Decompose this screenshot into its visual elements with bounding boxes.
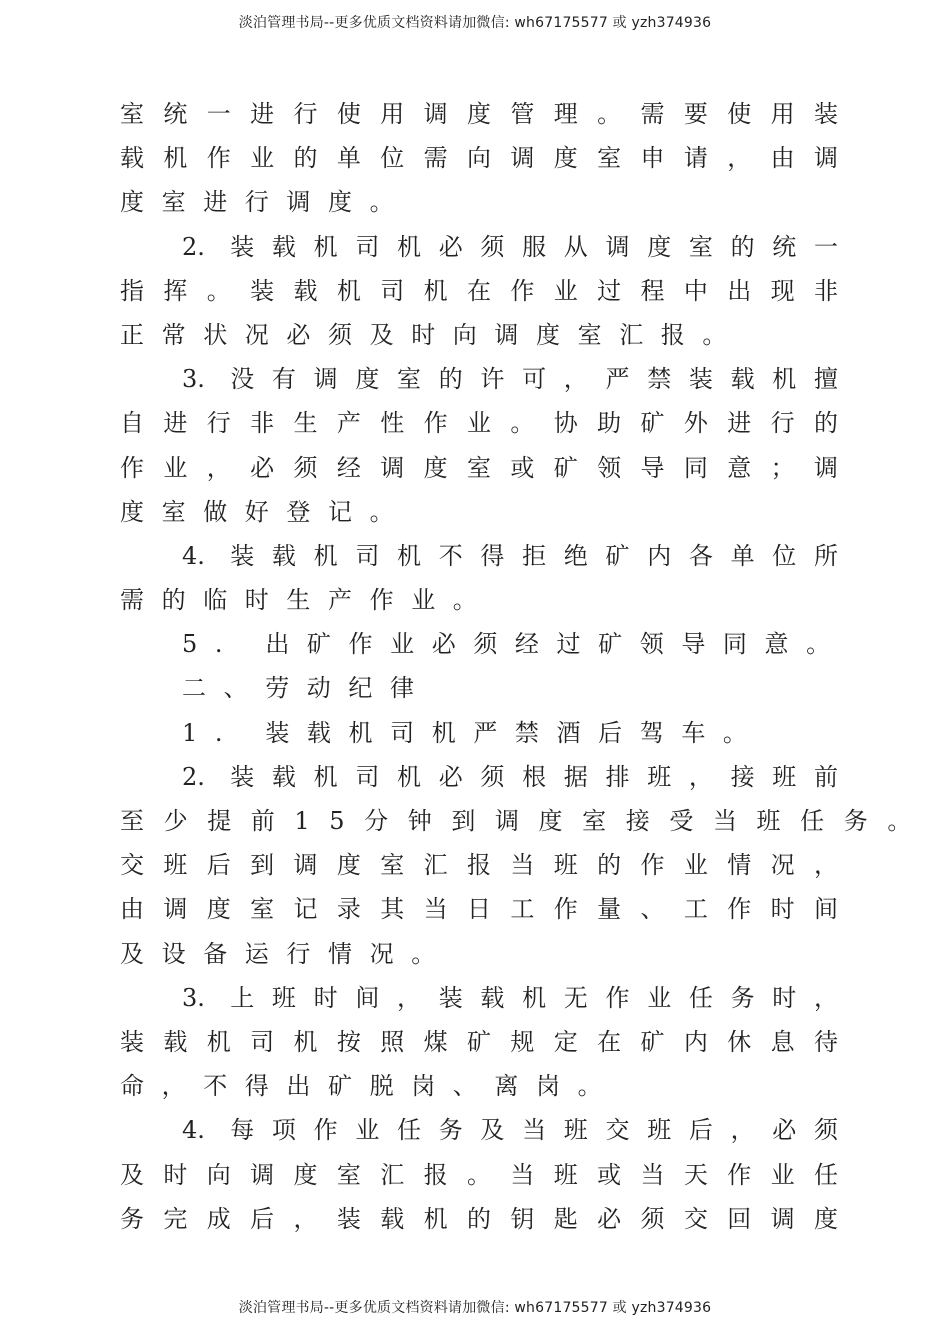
text-line: 2. 装载机司机必须服从调度室的统一 <box>182 232 838 261</box>
text-line: 交班后到调度室汇报当班的作业情况， <box>120 851 838 880</box>
text-line: 及时向调度室汇报。当班或当天作业任 <box>120 1160 838 1189</box>
text-line: 需的临时生产作业。 <box>120 586 495 615</box>
text-line: 务完成后，装载机的钥匙必须交回调度 <box>120 1204 838 1233</box>
text-line: 由调度室记录其当日工作量、工作时间 <box>120 895 838 924</box>
text-line: 2. 装载机司机必须根据排班，接班前 <box>182 762 838 791</box>
text-line: 1. 装载机司机严禁酒后驾车。 <box>182 718 765 747</box>
text-line: 自进行非生产性作业。协助矿外进行的 <box>120 409 838 438</box>
text-line: 指挥。装载机司机在作业过程中出现非 <box>120 276 838 305</box>
page-header-watermark: 淡泊管理书局--更多优质文档资料请加微信: wh67175577 或 yzh374936 <box>238 15 712 31</box>
section-heading: 二、劳动纪律 <box>182 674 432 703</box>
text-line: 命，不得出矿脱岗、离岗。 <box>120 1072 620 1101</box>
text-line: 3. 没有调度室的许可，严禁装载机擅 <box>182 365 838 394</box>
text-line: 装载机司机按照煤矿规定在矿内休息待 <box>120 1027 838 1056</box>
text-line: 3. 上班时间，装载机无作业任务时， <box>182 983 838 1012</box>
text-line: 至少提前15分钟到调度室接受当班任务。 <box>120 807 931 835</box>
text-line: 及设备运行情况。 <box>120 939 453 968</box>
text-line: 载机作业的单位需向调度室申请，由调 <box>120 144 838 173</box>
page-footer-watermark: 淡泊管理书局--更多优质文档资料请加微信: wh67175577 或 yzh374936 <box>238 1300 712 1316</box>
text-line: 4. 每项作业任务及当班交班后，必须 <box>182 1116 838 1145</box>
text-line: 度室做好登记。 <box>120 497 412 526</box>
text-line: 5. 出矿作业必须经过矿领导同意。 <box>182 630 848 659</box>
text-line: 4. 装载机司机不得拒绝矿内各单位所 <box>182 541 838 570</box>
document-body <box>120 92 931 1241</box>
text-line: 作业，必须经调度室或矿领导同意；调 <box>120 453 838 482</box>
text-line: 室统一进行使用调度管理。需要使用装 <box>120 100 838 128</box>
text-line: 度室进行调度。 <box>120 188 412 217</box>
text-line: 正常状况必须及时向调度室汇报。 <box>120 320 744 349</box>
